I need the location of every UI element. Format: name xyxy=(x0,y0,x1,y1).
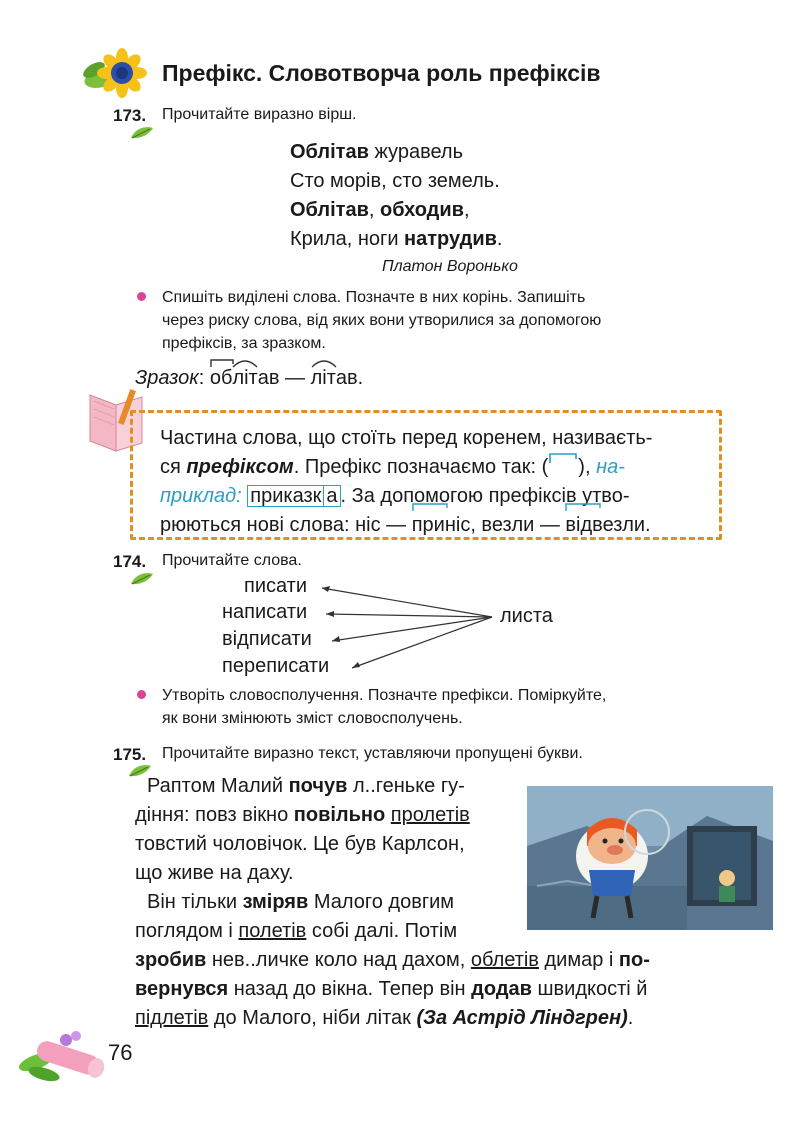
exercise-task: Прочитайте слова. xyxy=(162,552,302,569)
exercise-task: Прочитайте виразно текст, уставляючи пропущені букви. xyxy=(162,745,583,762)
page-number: 76 xyxy=(108,1040,133,1065)
poem: Облітав журавель Сто морів, сто земель. Облітав, обходив, Крила, ноги натрудив. xyxy=(290,141,503,250)
scroll-icon xyxy=(14,1022,110,1088)
story-paragraph-1: Раптом Малий почув л..геньке гу- діння: повз вікно повільно пролетів товстий чоловічок. Це був Карлсон, що живе на даху. xyxy=(135,775,470,884)
diagram-target-word: листа xyxy=(500,605,553,627)
instruction-text: Утворіть словосполучення. Позначте префікси. Поміркуйте, як вони змінюють зміст словосполучень. xyxy=(162,687,607,727)
exercise-number: 173. xyxy=(113,106,147,125)
instruction-text: Спишіть виділені слова. Позначте в них корінь. Запишіть через риску слова, від яких вони утворилися за допомогою префіксів, за зразком. xyxy=(162,289,602,352)
story-paragraph-2: Він тільки зміряв Малого довгим поглядом і полетів собі далі. Потім зробив нев..личке коло над дахом, облетів димар і по- вернувся назад до вікна. Тепер він додав швидкості й підлетів до Малого, ніби літак (За Астрід Ліндгрен). xyxy=(135,891,650,1029)
rule-text: Частина слова, що стоїть перед коренем, називаєть- ся префіксом. Префікс позначаємо так: ( ), на- приклад: приказк а . За допомогою префіксів утво- рюються нові слова: ніс — приніс, везли — відвезли. xyxy=(160,427,653,536)
bullet-icon xyxy=(137,690,146,699)
poem-author: Платон Воронько xyxy=(382,258,518,275)
diagram-word: написати xyxy=(222,601,308,623)
sample-example: Зразок: об літав — літав. xyxy=(135,367,363,390)
diagram-word: писати xyxy=(244,575,308,597)
diagram-word: відписати xyxy=(222,628,312,650)
page-title: Префікс. Словотворча роль префіксів xyxy=(162,60,601,86)
exercise-number: 175. xyxy=(113,745,147,764)
exercise-task: Прочитайте виразно вірш. xyxy=(162,106,357,123)
exercise-number: 174. xyxy=(113,552,147,571)
diagram-word: переписати xyxy=(222,655,330,677)
